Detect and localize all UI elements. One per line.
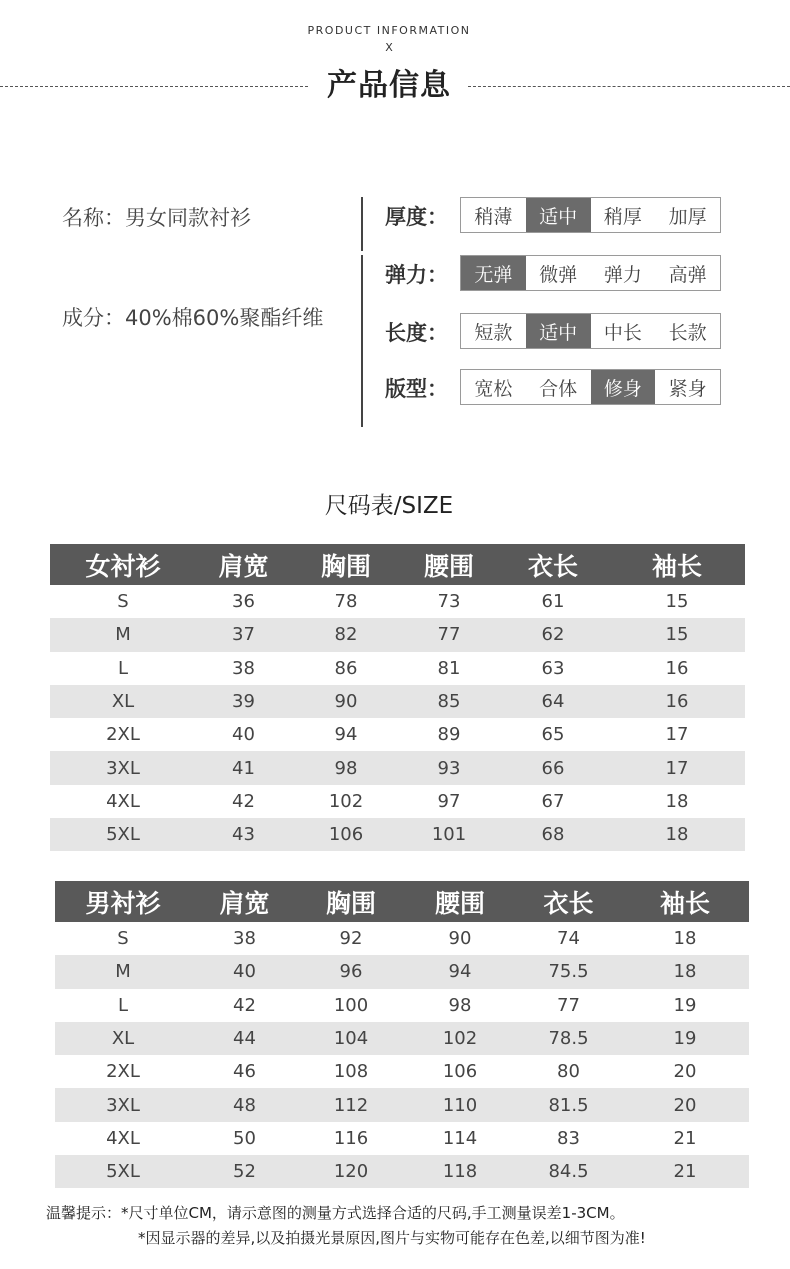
table-header-cell: 衣长	[527, 551, 578, 581]
table-cell: 40	[232, 724, 255, 746]
table-row	[50, 652, 745, 685]
table-cell: S	[117, 928, 129, 950]
table-cell: 38	[232, 657, 255, 679]
table-cell: 108	[333, 1061, 369, 1083]
table-cell: 17	[665, 724, 689, 746]
table-cell: 52	[233, 1161, 256, 1183]
table-cell: 81.5	[548, 1094, 589, 1116]
table-cell: 16	[665, 691, 689, 713]
table-header-cell: 女衬衫	[85, 551, 161, 581]
table-cell: 101	[431, 824, 467, 846]
table-header-cell: 腰围	[434, 888, 485, 918]
table-cell: L	[117, 994, 129, 1016]
table-cell: 18	[673, 961, 697, 983]
table-cell: XL	[111, 691, 135, 713]
notes-line-2: *因显示器的差异,以及拍摄光景原因,图片与实物可能存在色差,以细节图为准!	[138, 1229, 646, 1247]
table-cell: 61	[541, 591, 565, 613]
table-cell: 2XL	[106, 724, 140, 746]
table-cell: 21	[673, 1127, 697, 1149]
attribute-option: 短款	[474, 321, 513, 344]
product-name: 名称：男女同款衬衫	[62, 206, 251, 230]
table-cell: 67	[541, 790, 565, 812]
table-header-cell: 胸围	[320, 551, 371, 581]
table-cell: 77	[437, 624, 461, 646]
table-cell: 62	[541, 624, 565, 646]
table-cell: 43	[232, 824, 255, 846]
attribute-option-selected: 无弹	[461, 256, 526, 290]
table-row	[50, 818, 745, 851]
table-header	[55, 881, 749, 922]
table-cell: 4XL	[106, 790, 140, 812]
header-divider-right	[468, 86, 790, 87]
table-cell: 104	[333, 1028, 369, 1050]
table-cell: 73	[437, 591, 461, 613]
attribute-label: 厚度：	[385, 205, 448, 229]
table-cell: XL	[111, 1028, 135, 1050]
attribute-option: 合体	[539, 377, 578, 400]
table-cell: 41	[232, 757, 255, 779]
table-cell: 18	[665, 824, 689, 846]
attribute-option: 弹力	[603, 263, 642, 286]
attribute-options	[460, 313, 721, 349]
attribute-option: 长款	[668, 321, 707, 344]
table-cell: 65	[541, 724, 565, 746]
table-cell: 17	[665, 757, 689, 779]
attribute-options	[460, 255, 721, 291]
table-row	[55, 1122, 749, 1155]
table-cell: 82	[334, 624, 358, 646]
table-header-cell: 腰围	[423, 551, 474, 581]
table-row	[50, 751, 745, 784]
table-row	[50, 685, 745, 718]
table-cell: 89	[437, 724, 461, 746]
table-cell: 15	[665, 624, 689, 646]
table-cell: 39	[232, 691, 255, 713]
table-cell: 40	[233, 961, 256, 983]
table-cell: 116	[333, 1127, 369, 1149]
size-table-title: 尺码表/SIZE	[324, 493, 454, 519]
attribute-option-selected: 适中	[526, 198, 591, 232]
table-cell: 15	[665, 591, 689, 613]
table-cell: 38	[233, 928, 256, 950]
table-cell: 19	[673, 994, 697, 1016]
table-cell: M	[115, 624, 131, 646]
table-row	[55, 1088, 749, 1121]
product-composition: 成分：40%棉60%聚酯纤维	[62, 306, 324, 330]
table-cell: 112	[333, 1094, 369, 1116]
table-cell: 64	[541, 691, 565, 713]
attribute-label: 长度：	[385, 321, 448, 345]
info-divider	[361, 197, 363, 427]
table-row	[55, 922, 749, 955]
table-cell: 90	[448, 928, 472, 950]
table-cell: 48	[233, 1094, 256, 1116]
table-cell: 74	[557, 928, 580, 950]
table-row	[55, 1155, 749, 1188]
table-row	[50, 718, 745, 751]
attribute-option: 紧身	[668, 377, 707, 400]
table-header-cell: 肩宽	[219, 888, 270, 918]
table-cell: 5XL	[106, 824, 140, 846]
table-row	[50, 785, 745, 818]
table-cell: 98	[448, 994, 472, 1016]
table-cell: 81	[437, 657, 461, 679]
table-header-cell: 胸围	[325, 888, 376, 918]
table-row	[50, 618, 745, 651]
attribute-option-selected: 修身	[591, 370, 656, 404]
attribute-option: 高弹	[668, 263, 707, 286]
table-row	[55, 1022, 749, 1055]
notes-line-1: 温馨提示：*尺寸单位CM，请示意图的测量方式选择合适的尺码,手工测量误差1-3CM。	[46, 1204, 625, 1222]
table-cell: 96	[339, 961, 363, 983]
table-header-cell: 衣长	[543, 888, 594, 918]
header-english-title: PRODUCT INFORMATION	[307, 24, 471, 37]
table-cell: 66	[541, 757, 565, 779]
table-row	[50, 585, 745, 618]
table-cell: 20	[673, 1094, 697, 1116]
table-cell: 19	[673, 1028, 697, 1050]
table-cell: 94	[334, 724, 358, 746]
table-cell: 3XL	[106, 757, 140, 779]
table-cell: 85	[437, 691, 461, 713]
attribute-options	[460, 369, 721, 405]
table-cell: 102	[442, 1028, 478, 1050]
table-cell: 46	[233, 1061, 256, 1083]
table-header-cell: 肩宽	[218, 551, 269, 581]
table-cell: 50	[233, 1127, 256, 1149]
table-cell: 92	[339, 928, 363, 950]
table-cell: 86	[334, 657, 358, 679]
attribute-option-selected: 适中	[526, 314, 591, 348]
table-cell: 37	[232, 624, 255, 646]
table-cell: 102	[328, 790, 364, 812]
attribute-option: 宽松	[474, 377, 513, 400]
table-cell: 36	[232, 591, 255, 613]
table-cell: M	[115, 961, 131, 983]
table-cell: 120	[333, 1161, 369, 1183]
table-cell: 78.5	[548, 1028, 589, 1050]
table-cell: 93	[437, 757, 461, 779]
table-cell: 2XL	[106, 1061, 140, 1083]
table-cell: L	[117, 657, 129, 679]
page-title: 产品信息	[327, 68, 451, 103]
table-cell: 118	[442, 1161, 478, 1183]
table-row	[55, 989, 749, 1022]
table-cell: 84.5	[548, 1161, 589, 1183]
men-size-table	[55, 881, 749, 1188]
attribute-option: 加厚	[668, 205, 707, 228]
table-header-cell: 袖长	[659, 888, 710, 918]
table-cell: 110	[442, 1094, 478, 1116]
table-cell: 44	[233, 1028, 256, 1050]
table-cell: 63	[541, 657, 565, 679]
table-cell: 78	[334, 591, 358, 613]
table-cell: 18	[673, 928, 697, 950]
table-cell: 3XL	[106, 1094, 140, 1116]
header-x-mark: X	[385, 41, 393, 54]
attribute-option: 中长	[603, 321, 642, 344]
table-header	[50, 544, 745, 585]
table-header-cell: 男衬衫	[85, 888, 161, 918]
attribute-label: 弹力：	[385, 263, 448, 287]
table-cell: 77	[557, 994, 580, 1016]
table-cell: 98	[334, 757, 358, 779]
attribute-option: 稍厚	[603, 205, 642, 228]
table-cell: 18	[665, 790, 689, 812]
table-cell: 16	[665, 657, 689, 679]
table-cell: 42	[232, 790, 255, 812]
table-header-cell: 袖长	[651, 551, 702, 581]
table-cell: 106	[328, 824, 364, 846]
table-cell: 100	[333, 994, 369, 1016]
women-size-table	[50, 544, 745, 851]
table-cell: 68	[541, 824, 565, 846]
table-row	[55, 1055, 749, 1088]
table-cell: S	[117, 591, 129, 613]
table-cell: 114	[442, 1127, 478, 1149]
attribute-option: 稍薄	[474, 205, 513, 228]
table-cell: 97	[437, 790, 461, 812]
table-cell: 106	[442, 1061, 478, 1083]
table-cell: 4XL	[106, 1127, 140, 1149]
attribute-options	[460, 197, 721, 233]
attribute-option: 微弹	[539, 263, 578, 286]
table-cell: 5XL	[106, 1161, 140, 1183]
table-cell: 90	[334, 691, 358, 713]
table-cell: 42	[233, 994, 256, 1016]
table-cell: 83	[557, 1127, 580, 1149]
table-cell: 75.5	[548, 961, 589, 983]
attribute-label: 版型：	[385, 377, 448, 401]
table-cell: 94	[448, 961, 472, 983]
table-cell: 20	[673, 1061, 697, 1083]
table-row	[55, 955, 749, 988]
table-cell: 21	[673, 1161, 697, 1183]
table-cell: 80	[557, 1061, 580, 1083]
